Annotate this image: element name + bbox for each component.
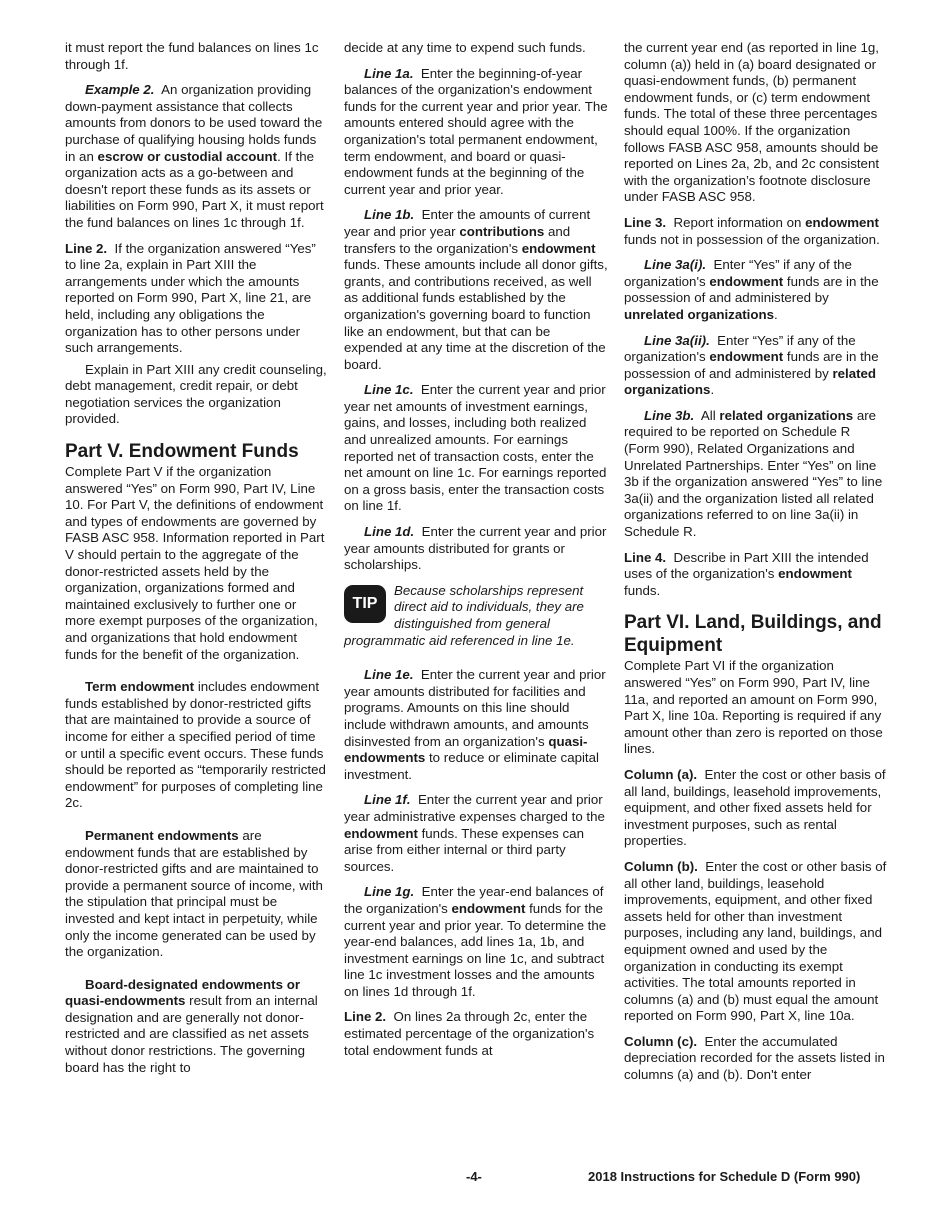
column-1 <box>65 40 327 1085</box>
line-1d-paragraph: Line 1d. Enter the current year and prior year amounts distributed for grants or scholarships. <box>344 524 607 573</box>
term-endowment-paragraph: Term endowment includes endowment funds established by donor-restricted gifts that are maintained to provide a source of income for either a specified period of time or until a specific event occurs. These funds should be reported as “temporarily restricted endowment” for purposes of completing line 2c. <box>65 679 326 811</box>
tip-text: Because scholarships represent direct aid to individuals, they are distinguished from general programmatic aid referenced in line 1e. <box>344 582 584 648</box>
page-number: -4- <box>466 1169 482 1184</box>
board-designated-paragraph: Board-designated endowments or quasi-endowments result from an internal designation and are generally not donor-restricted and are classified as net assets without donor restrictions. The governing board has the right to <box>65 976 318 1075</box>
footer-title: 2018 Instructions for Schedule D (Form 990) <box>588 1169 861 1184</box>
line-3ai-paragraph: Line 3a(i). Enter “Yes” if any of the organization's endowment funds are in the possession of and administered by unrelated organizations. <box>624 257 879 322</box>
column-a-paragraph: Column (a). Enter the cost or other basis of all land, buildings, leasehold improvements, equipment, and other fixed assets held for investment purposes, such as rental properties. <box>624 766 886 849</box>
line-2-paragraph: Line 2. On lines 2a through 2c, enter the estimated percentage of the organization's total endowment funds at <box>344 1009 595 1058</box>
paragraph: decide at any time to expend such funds. <box>344 40 586 55</box>
column-b-paragraph: Column (b). Enter the cost or other basis of all other land, buildings, leasehold improvements, equipment, and other fixed assets held for other than investment purposes, including any land, buildings, and equipment owned and used by the organization in conducting its exempt activities. The total amounts reported in columns (a) and (b) must equal the amount reported on Form 990, Part X, line 10a. <box>624 858 887 1024</box>
line-1f-paragraph: Line 1f. Enter the current year and prior year administrative expenses charged to the endowment funds. These expenses can arise from either internal or third party sources. <box>344 792 605 874</box>
line-2-paragraph: Line 2. If the organization answered “Yes” to line 2a, explain in Part XIII the arrangements under which the amounts reported on Form 990, Part X, line 21, are held, including any obligations the organization has to other persons under such arrangements. <box>65 240 316 356</box>
line-3-paragraph: Line 3. Report information on endowment funds not in possession of the organization. <box>624 214 880 247</box>
line-3aii-paragraph: Line 3a(ii). Enter “Yes” if any of the organization's endowment funds are in the possession of and administered by related organizations. <box>624 332 879 398</box>
line-1b-paragraph: Line 1b. Enter the amounts of current year and prior year contributions and transfers to the organization's endowment funds. These amounts include all donor gifts, grants, and contributions received, as well as additional funds established by the organization's governing board to function like an endowment, but that can be expended at any time at the discretion of the board. <box>344 207 608 372</box>
line-1a-paragraph: Line 1a. Enter the beginning-of-year balances of the organization's endowment funds for the current year and prior year. The amounts entered should agree with the organization's total permanent endowment, term endowment, and board or quasi-endowment funds at the beginning of the current year and prior year. <box>344 65 608 197</box>
part-v-intro: Complete Part V if the organization answered “Yes” on Form 990, Part IV, Line 10. For Part V, the definitions of endowment and types of endowments are governed by FASB ASC 958. Information reported in Part V should pertain to the aggregate of the donor-restricted assets held by the organization, organizations formed and maintained exclusively to further one or more exempt purposes of the organization, and organizations that hold endowment funds for the benefit of the organization. <box>65 464 325 662</box>
line-1g-paragraph: Line 1g. Enter the year-end balances of the organization's endowment funds for the current year and prior year. To determine the year-end balances, add lines 1a, 1b, and investment earnings on line 1c, and subtract line 1c investment losses and the amounts on lines 1d through 1f. <box>344 884 607 999</box>
paragraph: the current year end (as reported in line 1g, column (a)) held in (a) board designated or quasi-endowment funds, (b) permanent endowment funds, or (c) term endowment funds. The total of these three percentages should equal 100%. If the organization follows FASB ASC 958, amounts should be reported on Lines 2a, 2b, and 2c consistent with the organization’s footnote disclosure under FASB ASC 958. <box>624 40 880 205</box>
line-4-paragraph: Line 4. Describe in Part XIII the intended uses of the organization's endowment funds. <box>624 549 869 598</box>
line-1e-paragraph: Line 1e. Enter the current year and prior year amounts distributed for facilities and programs. Amounts on this line should include withdrawn amounts, and amounts disinvested from an organization's quasi-endowments to reduce or eliminate capital investment. <box>344 667 606 782</box>
paragraph: it must report the fund balances on lines 1c through 1f. <box>65 40 319 72</box>
column-3 <box>624 40 888 1093</box>
line-3b-paragraph: Line 3b. All related organizations are required to be reported on Schedule R (Form 990), Related Organizations and Unrelated Partnerships. Enter “Yes” on line 3b if the organization answered “Yes” to line 3a(ii) and the organization listed all related organizations referred to on line 3a(ii) in Schedule R. <box>624 407 883 540</box>
paragraph: Explain in Part XIII any credit counseling, debt management, credit repair, or debt negotiation services the organization provided. <box>65 361 327 427</box>
part-vi-heading: Part VI. Land, Buildings, and Equipment <box>624 612 882 657</box>
tip-icon: TIP <box>344 585 388 625</box>
part-v-heading: Part V. Endowment Funds <box>65 441 299 463</box>
permanent-endowment-paragraph: Permanent endowments are endowment funds that are established by donor-restricted gifts and are maintained to provide a permanent source of income, with the stipulation that principal must be invested and kept intact in perpetuity, while only the income generated can be used by the organization. <box>65 827 323 960</box>
example-2: Example 2. An organization providing down-payment assistance that collects amounts from donors to be used toward the purchase of qualifying housing holds funds in an escrow or custodial account. If the organization acts as a go-between and doesn't report these funds as its assets or liabilities on Form 990, Part X, it must report the fund balances on lines 1c through 1f. <box>65 82 324 230</box>
line-1c-paragraph: Line 1c. Enter the current year and prior year net amounts of investment earnings, gains, and losses, including both realized and unrealized amounts. For earnings reported net of transaction costs, enter the net amount on line 1c. For earnings reported on a gross basis, enter the transaction costs on line 1f. <box>344 382 607 514</box>
column-2 <box>344 40 608 1068</box>
part-vi-intro: Complete Part VI if the organization answered “Yes” on Form 990, Part IV, line 11a, and reported an amount on Form 990, Part X, line 10a. Reporting is required if any amount other than zero is reported on those lines. <box>624 658 883 757</box>
tip-callout <box>344 583 608 649</box>
column-c-paragraph: Column (c). Enter the accumulated depreciation recorded for the assets listed in columns (a) and (b). Don't enter <box>624 1033 885 1083</box>
